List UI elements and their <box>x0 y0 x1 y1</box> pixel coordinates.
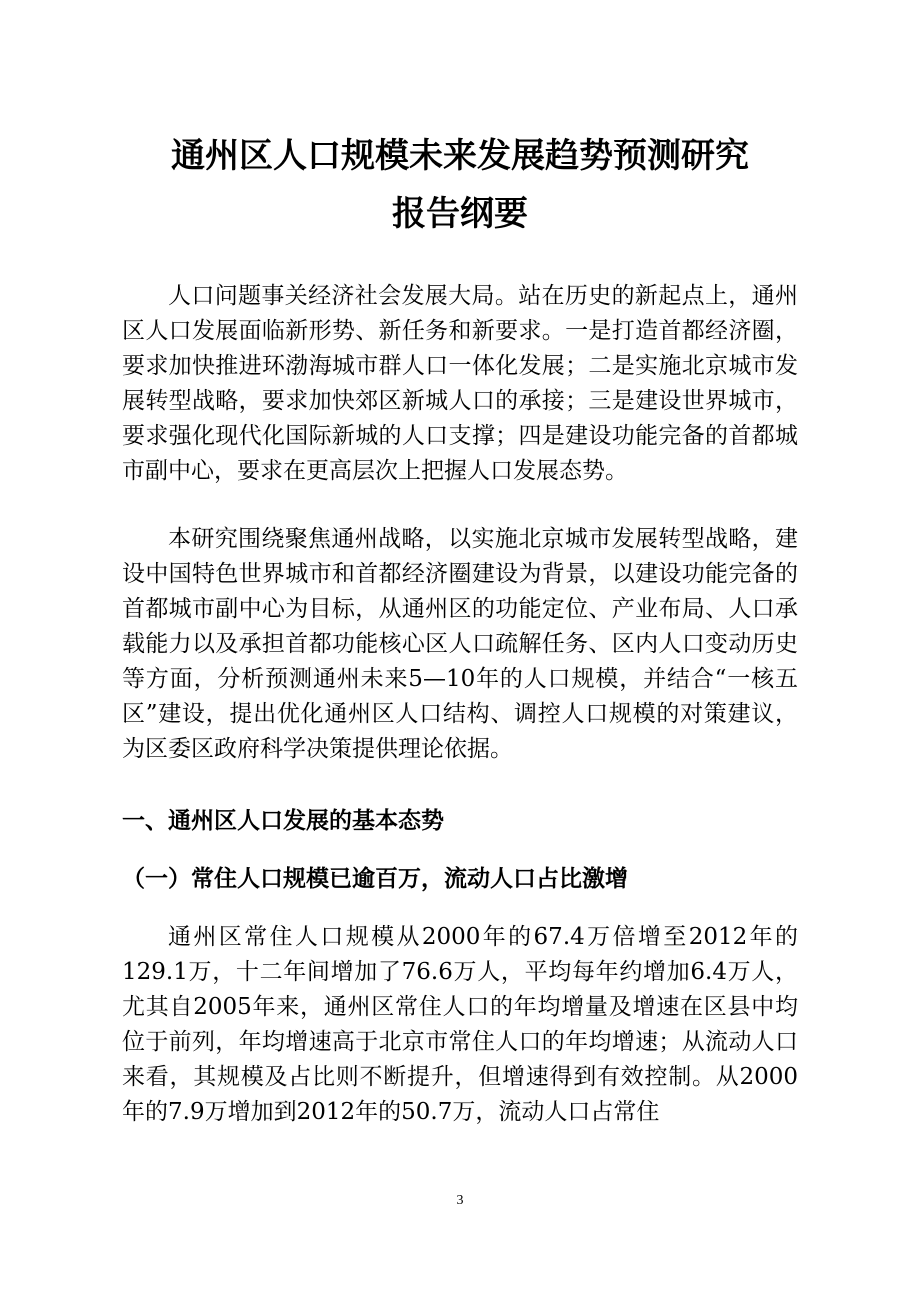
document-title-line-2: 报告纲要 <box>392 194 528 234</box>
research-paragraph: 本研究围绕聚焦通州战略，以实施北京城市发展转型战略，建设中国特色世界城市和首都经济圈建设为背景，以建设功能完备的首都城市副中心为目标，从通州区的功能定位、产业布局、人口承载能力以及承担首都功能核心区人口疏解任务、区内人口变动历史等方面，分析预测通州未来5—10年的人口规模，并结合“一核五区”建设，提出优化通州区人口结构、调控人口规模的对策建议，为区委区政府科学决策提供理论依据。 <box>122 526 798 762</box>
document-title-line-1: 通州区人口规模未来发展趋势预测研究 <box>171 136 749 176</box>
intro-paragraph: 人口问题事关经济社会发展大局。站在历史的新起点上，通州区人口发展面临新形势、新任务和新要求。一是打造首都经济圈，要求加快推进环渤海城市群人口一体化发展；二是实施北京城市发展转型战略，要求加快郊区新城人口的承接；三是建设世界城市，要求强化现代化国际新城的人口支撑；四是建设功能完备的首都城市副中心，要求在更高层次上把握人口发展态势。 <box>122 283 798 484</box>
subsection-heading: （一）常住人口规模已逾百万，流动人口占比激增 <box>122 866 628 892</box>
page-number: 3 <box>456 1193 464 1208</box>
section-heading: 一、通州区人口发展的基本态势 <box>122 808 444 834</box>
population-paragraph: 通州区常住人口规模从2000年的67.4万倍增至2012年的129.1万，十二年间增加了76.6万人，平均每年约增加6.4万人，尤其自2005年来，通州区常住人口的年均增量及增速在区县中均位于前列，年均增速高于北京市常住人口的年均增速；从流动人口来看，其规模及占比则不断提升，但增速得到有效控制。从2000年的7.9万增加到2012年的50.7万，流动人口占常住 <box>122 924 798 1125</box>
